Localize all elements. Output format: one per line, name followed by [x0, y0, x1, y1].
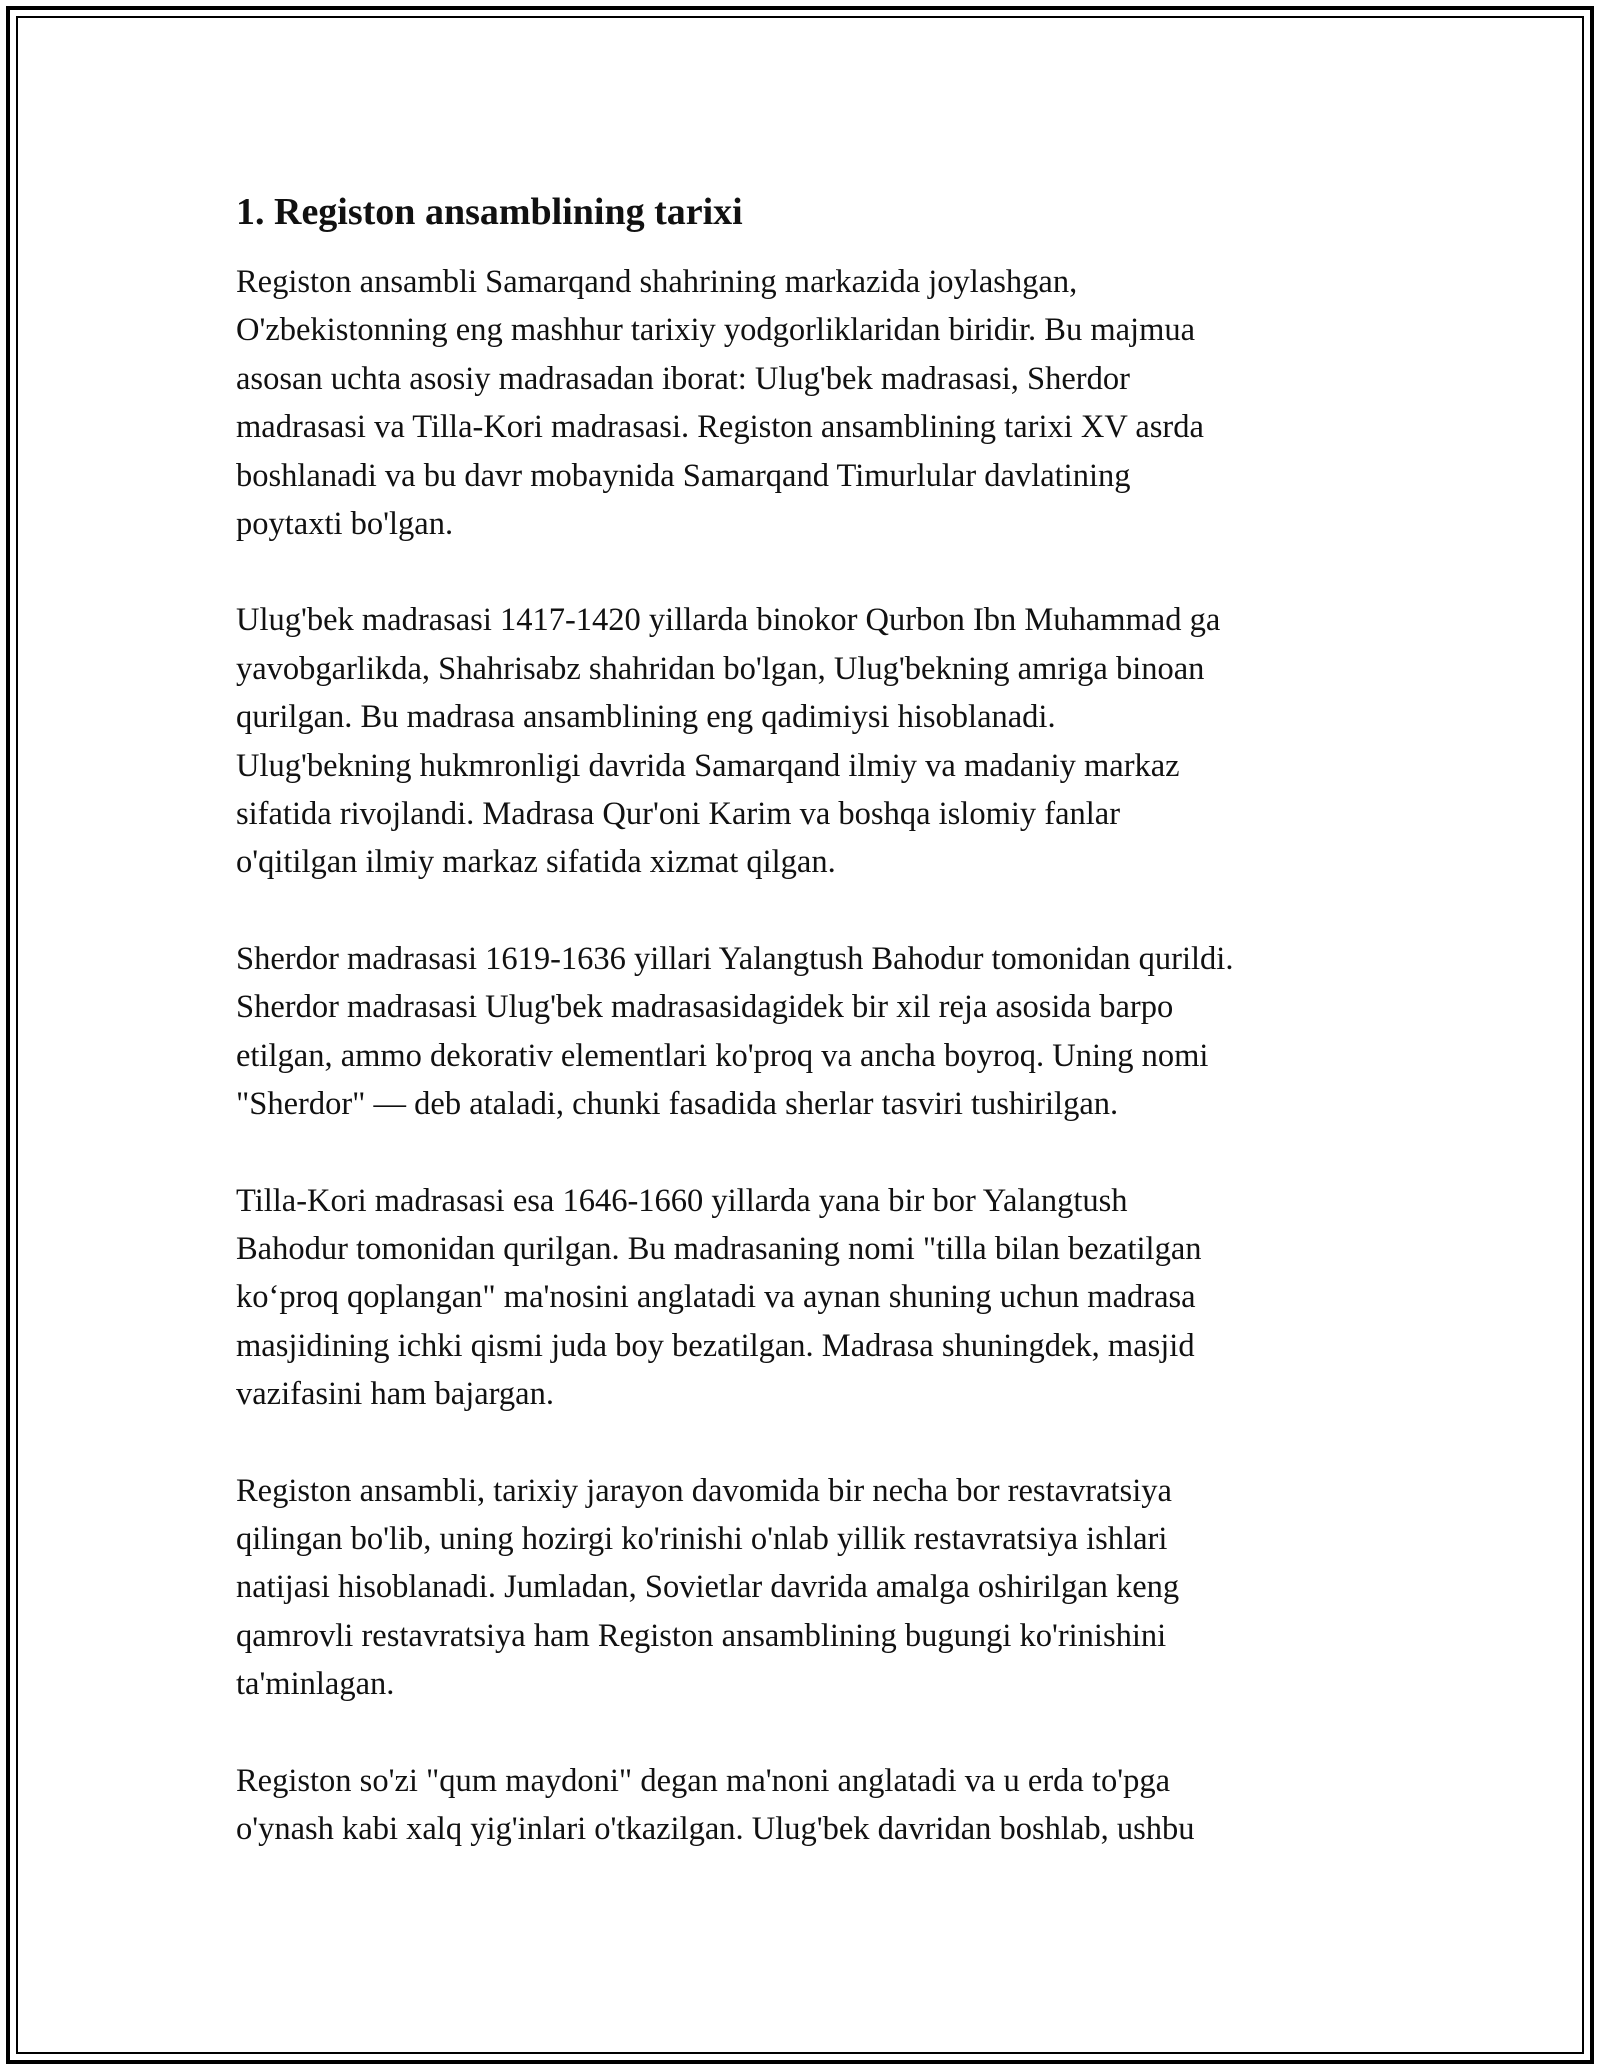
text-line: boshlanadi va bu davr mobaynida Samarqand Timurlular davlatining: [236, 457, 1131, 494]
text-line: Ulug'bekning hukmronligi davrida Samarqand ilmiy va madaniy markaz: [236, 747, 1180, 784]
text-line: ta'minlagan.: [236, 1666, 395, 1703]
paragraph-intro: [236, 258, 1376, 548]
section-heading: 1. Registon ansamblining tarixi: [236, 191, 743, 233]
paragraph-restoration: [236, 1467, 1376, 1709]
paragraph-ulugbek: [236, 596, 1376, 886]
text-line: Sherdor madrasasi Ulug'bek madrasasidagidek bir xil reja asosida barpo: [236, 989, 1174, 1026]
text-line: poytaxti bo'lgan.: [236, 506, 454, 543]
text-line: o'qitilgan ilmiy markaz sifatida xizmat qilgan.: [236, 844, 836, 881]
text-line: natijasi hisoblanadi. Jumladan, Sovietlar davrida amalga oshirilgan keng: [236, 1569, 1180, 1606]
paragraph-tilla-kori: [236, 1177, 1376, 1419]
text-line: asosan uchta asosiy madrasadan iborat: Ulug'bek madrasasi, Sherdor: [236, 360, 1130, 397]
text-line: yavobgarlikda, Shahrisabz shahridan bo'lgan, Ulug'bekning amriga binoan: [236, 650, 1205, 687]
paragraph-name-meaning: [236, 1757, 1376, 1854]
text-line: Ulug'bek madrasasi 1417-1420 yillarda binokor Qurbon Ibn Muhammad ga: [236, 602, 1221, 639]
text-line: Bahodur tomonidan qurilgan. Bu madrasaning nomi "tilla bilan bezatilgan: [236, 1230, 1202, 1267]
text-line: masjidining ichki qismi juda boy bezatilgan. Madrasa shuningdek, masjid: [236, 1327, 1195, 1364]
text-line: "Sherdor" — deb ataladi, chunki fasadida sherlar tasviri tushirilgan.: [236, 1086, 1119, 1123]
paragraph-sherdor: [236, 935, 1376, 1129]
text-line: O'zbekistonning eng mashhur tarixiy yodgorliklaridan biridir. Bu majmua: [236, 312, 1196, 349]
text-line: Sherdor madrasasi 1619-1636 yillari Yalangtush Bahodur tomonidan qurildi.: [236, 940, 1234, 977]
text-line: Registon so'zi "qum maydoni" degan ma'noni anglatadi va u erda to'pga: [236, 1762, 1171, 1799]
text-line: Registon ansambli Samarqand shahrining markazida joylashgan,: [236, 264, 1078, 300]
text-line: etilgan, ammo dekorativ elementlari ko'proq va ancha boyroq. Uning nomi: [236, 1037, 1209, 1074]
text-line: ko‘proq qoplangan" ma'nosini anglatadi va aynan shuning uchun madrasa: [236, 1279, 1196, 1316]
text-line: qurilgan. Bu madrasa ansamblining eng qadimiysi hisoblanadi.: [236, 699, 1056, 736]
text-line: Tilla-Kori madrasasi esa 1646-1660 yillarda yana bir bor Yalangtush: [236, 1182, 1128, 1219]
text-line: qamrovli restavratsiya ham Registon ansamblining bugungi ko'rinishini: [236, 1617, 1167, 1654]
text-line: vazifasini ham bajargan.: [236, 1376, 554, 1413]
text-line: qilingan bo'lib, uning hozirgi ko'rinishi o'nlab yillik restavratsiya ishlari: [236, 1520, 1168, 1557]
text-line: o'ynash kabi xalq yig'inlari o'tkazilgan. Ulug'bek davridan boshlab, ushbu: [236, 1810, 1195, 1847]
document-content: [236, 180, 1376, 1901]
text-line: Registon ansambli, tarixiy jarayon davomida bir necha bor restavratsiya: [236, 1472, 1172, 1509]
text-line: sifatida rivojlandi. Madrasa Qur'oni Karim va boshqa islomiy fanlar: [236, 796, 1121, 833]
text-line: madrasasi va Tilla-Kori madrasasi. Registon ansamblining tarixi XV asrda: [236, 409, 1204, 446]
